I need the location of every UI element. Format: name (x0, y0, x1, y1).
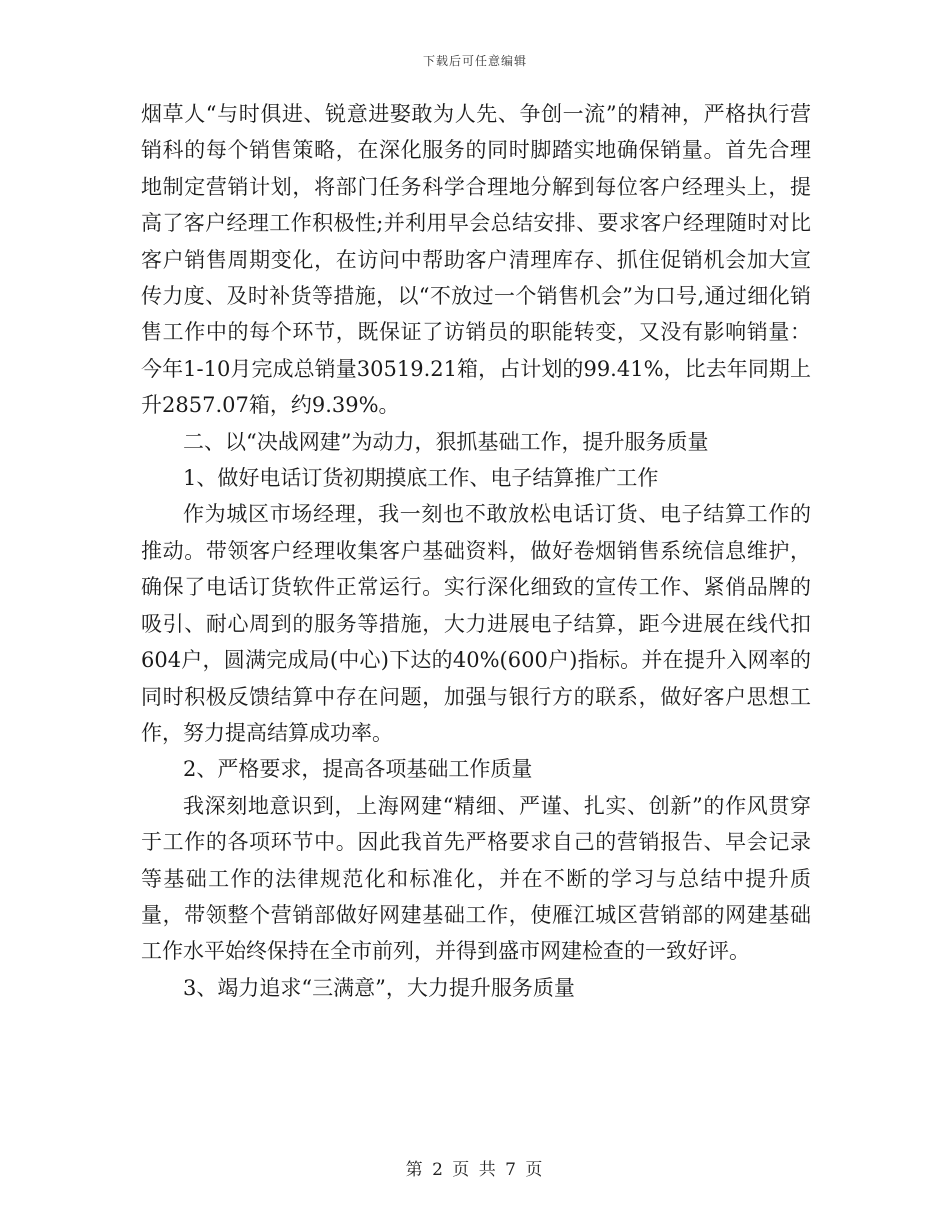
page-number-footer: 第 2 页 共 7 页 (405, 1160, 545, 1180)
paragraph-basic-work: 我深刻地意识到，上海网建“精细、严谨、扎实、创新”的作风贯穿于工作的各项环节中。因此我首先严格要求自己的营销报告、早会记录等基础工作的法律规范化和标准化，并在不断的学习与总结中提升质量，带领整个营销部做好网建基础工作，使雁江城区营销部的网建基础工作水平始终保持在全市前列，并得到盛市网建检查的一致好评。 (141, 793, 811, 964)
section-heading-2: 二、以“决战网建”为动力，狠抓基础工作，提升服务质量 (183, 429, 709, 454)
page-header-note: 下载后可任意编辑 (422, 54, 527, 68)
paragraph-continuation: 烟草人“与时俱进、锐意进娶敢为人先、争创一流”的精神，严格执行营销科的每个销售策略，在深化服务的同时脚踏实地确保销量。首先合理地制定营销计划，将部门任务科学合理地分解到每位客户经理头上，提高了客户经理工作积极性;并利用早会总结安排、要求客户经理随时对比客户销售周期变化，在访问中帮助客户清理库存、抓住促销机会加大宣传力度、及时补货等措施，以“不放过一个销售机会”为口号,通过细化销售工作中的每个环节，既保证了访销员的职能转变，又没有影响销量：今年1-10月完成总销量30519.21箱，占计划的99.41%，比去年同期上升2857.07箱，约9.39%。 (141, 102, 811, 418)
subheading-2-2: 2、严格要求，提高各项基础工作质量 (183, 757, 533, 782)
subheading-2-3: 3、竭力追求“三满意”，大力提升服务质量 (183, 975, 575, 1000)
subheading-2-1: 1、做好电话订货初期摸底工作、电子结算推广工作 (183, 466, 659, 491)
document-body (141, 96, 811, 1006)
paragraph-phone-ordering: 作为城区市场经理，我一刻也不敢放松电话订货、电子结算工作的推动。带领客户经理收集客户基础资料，做好卷烟销售系统信息维护，确保了电话订货软件正常运行。实行深化细致的宣传工作、紧俏品牌的吸引、耐心周到的服务等措施，大力进展电子结算，距今进展在线代扣604户，圆满完成局(中心)下达的40%(600户)指标。并在提升入网率的同时积极反馈结算中存在问题，加强与银行方的联系，做好客户思想工作，努力提高结算成功率。 (141, 502, 811, 745)
